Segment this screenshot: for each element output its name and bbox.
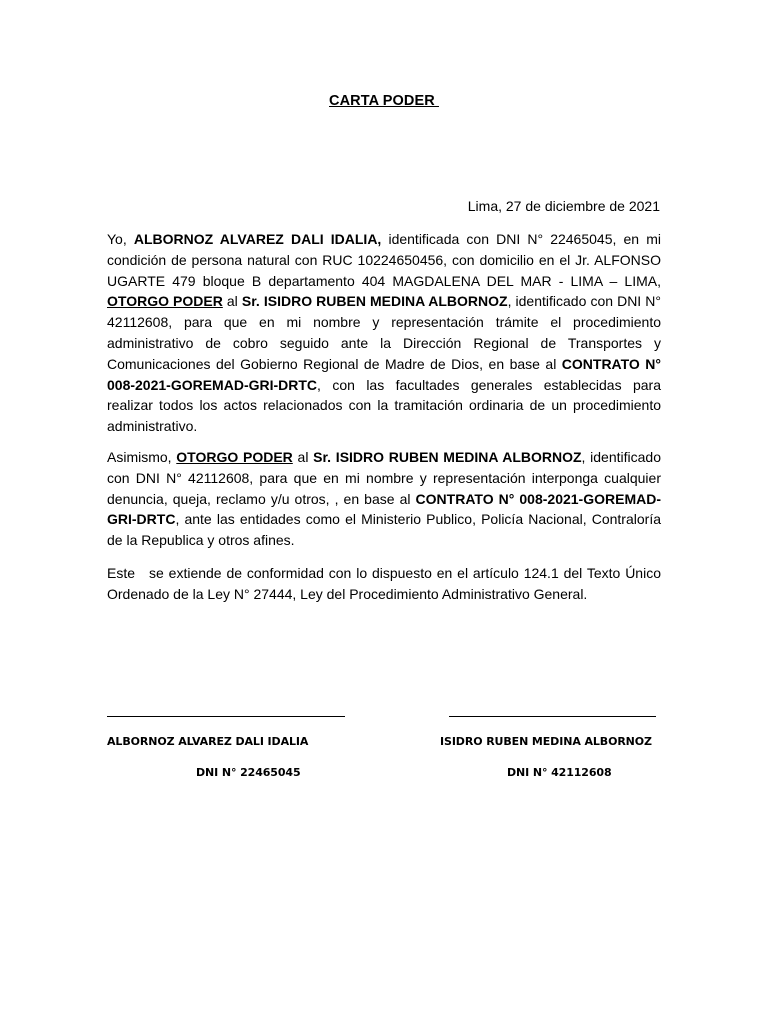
otorgo-poder-phrase: OTORGO PODER bbox=[176, 449, 293, 465]
document-title: CARTA PODER bbox=[329, 93, 439, 109]
grantor-signature-dni: DNI N° 22465045 bbox=[196, 766, 301, 779]
otorgo-poder-phrase: OTORGO PODER bbox=[107, 293, 223, 310]
representative-name: Sr. ISIDRO RUBEN MEDINA ALBORNOZ bbox=[313, 449, 582, 465]
paragraph-legal-basis bbox=[107, 563, 661, 605]
representative-signature-dni: DNI N° 42112608 bbox=[507, 766, 612, 779]
text-segment: Yo, bbox=[107, 231, 134, 247]
paragraph-grant-power bbox=[107, 229, 661, 437]
text-segment: Este bbox=[107, 565, 136, 581]
signature-line-representative bbox=[449, 716, 656, 717]
date-line: Lima, 27 de diciembre de 2021 bbox=[467, 198, 660, 214]
paragraph-additional-power bbox=[107, 447, 661, 551]
text-segment: , ante las entidades como el Ministerio Publico, Policía Nacional, Contraloría de la Republica y otros afines. bbox=[107, 511, 661, 549]
text-segment: , con las facultades generales establecidas para realizar todos los actos relacionados con la tramitación ordinaria de un procedimiento administrativo. bbox=[107, 376, 661, 435]
text-segment: al bbox=[292, 449, 314, 465]
text-segment: , identificado con DNI N° 42112608, para que en mi nombre y representación interponga cualquier denuncia, queja, reclamo y/u otros, , en base al bbox=[107, 449, 661, 507]
contract-reference: CONTRATO N° 008-2021-GOREMAD-GRI-DRTC bbox=[107, 355, 661, 393]
text-segment: , identificado con DNI N° 42112608, para que en mi nombre y representación trámite el procedimiento administrativo de cobro seguido ante la Dirección Regional de Transportes y Comunicaciones del Gobierno Regional de Madre de Dios, en base al bbox=[107, 293, 661, 372]
contract-reference: CONTRATO N° 008-2021-GOREMAD-GRI-DRTC bbox=[107, 490, 661, 528]
text-segment: al bbox=[222, 293, 242, 310]
text-segment: se extiende de conformidad con lo dispuesto en el artículo 124.1 del Texto Único Ordenado de la Ley N° 27444, Ley del Procedimiento Administrativo General. bbox=[107, 565, 661, 602]
text-segment: Asimismo, bbox=[107, 449, 177, 465]
signature-line-grantor bbox=[107, 716, 345, 717]
grantor-name: ALBORNOZ ALVAREZ DALI IDALIA, bbox=[133, 231, 382, 247]
representative-signature-name: ISIDRO RUBEN MEDINA ALBORNOZ bbox=[440, 735, 652, 748]
text-segment: identificada con DNI N° 22465045, en mi condición de persona natural con RUC 10224650456, con domicilio en el Jr. ALFONSO UGARTE 479 bloque B departamento 404 MAGDALENA DEL MAR - LIMA – LIMA, bbox=[107, 231, 661, 289]
grantor-signature-name: ALBORNOZ ALVAREZ DALI IDALIA bbox=[107, 735, 309, 748]
representative-name: Sr. ISIDRO RUBEN MEDINA ALBORNOZ bbox=[241, 293, 508, 310]
